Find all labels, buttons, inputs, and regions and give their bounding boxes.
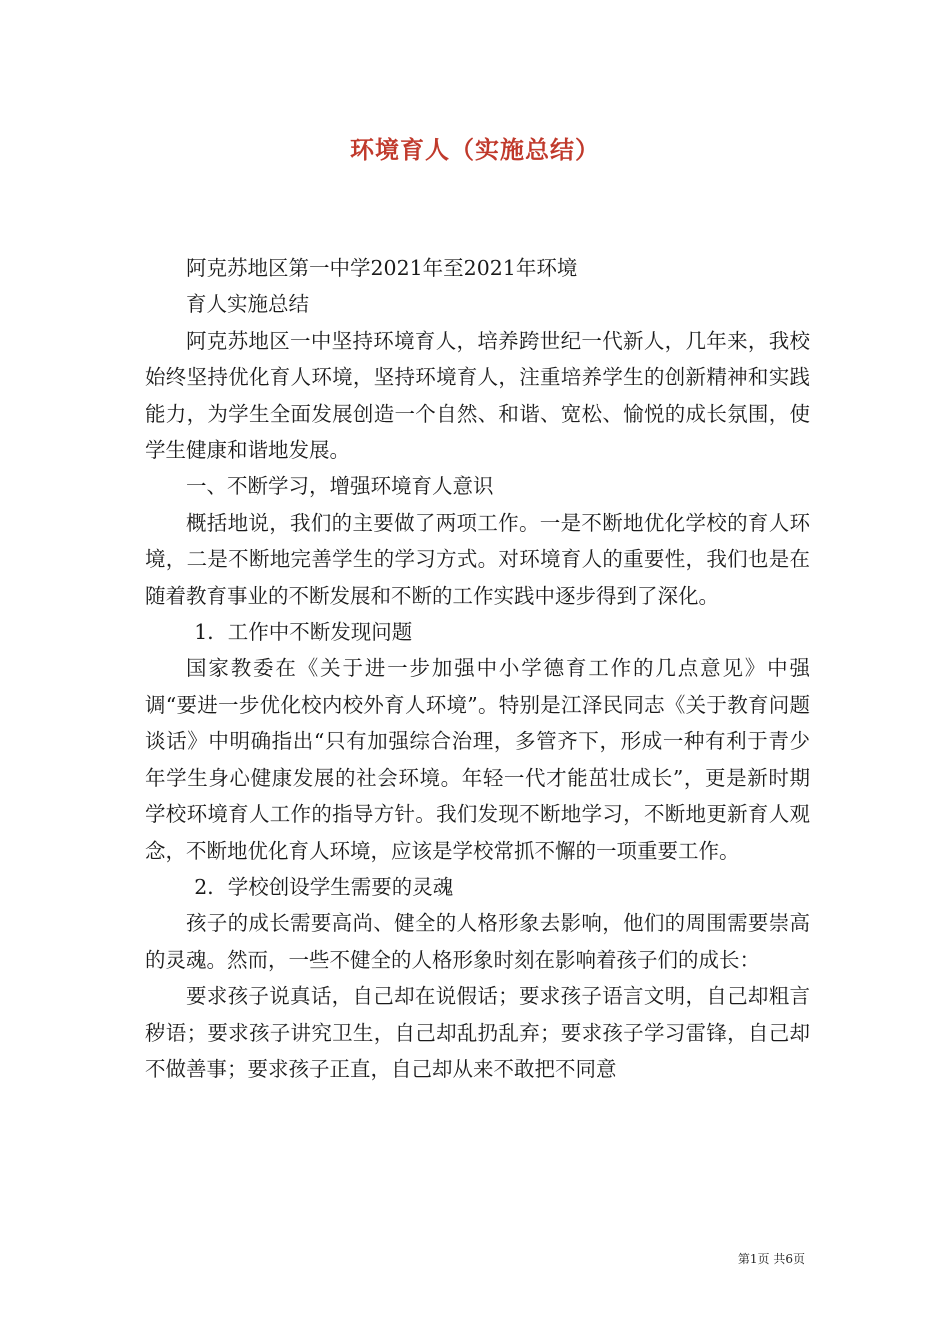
paragraph-intro: 阿克苏地区一中坚持环境育人，培养跨世纪一代新人，几年来，我校始终坚持优化育人环境，坚持环境育人，注重培养学生的创新精神和实践能力，为学生全面发展创造一个自然、和谐、宽松、愉悦的成长氛围，使学生健康和谐地发展。 bbox=[145, 328, 810, 463]
paragraph-section-1: 概括地说，我们的主要做了两项工作。一是不断地优化学校的育人环境，二是不断地完善学生的学习方式。对环境育人的重要性，我们也是在随着教育事业的不断发展和不断的工作实践中逐步得到了深化。 bbox=[145, 510, 810, 608]
page-number: 第1页 共6页 bbox=[737, 1252, 805, 1266]
document-title: 环境育人（实施总结） bbox=[350, 135, 600, 164]
paragraph-heading-line-1: 阿克苏地区第一中学2021年至2021年环境 bbox=[186, 256, 578, 280]
document-body bbox=[145, 250, 810, 1087]
subheading-2: 2．学校创设学生需要的灵魂 bbox=[194, 874, 454, 899]
paragraph-subsection-2: 孩子的成长需要高尚、健全的人格形象去影响，他们的周围需要崇高的灵魂。然而，一些不健全的人格形象时刻在影响着孩子们的成长： bbox=[145, 911, 810, 972]
section-heading-1: 一、不断学习，增强环境育人意识 bbox=[186, 474, 494, 499]
subheading-1: 1．工作中不断发现问题 bbox=[194, 620, 413, 645]
paragraph-subsection-2b: 要求孩子说真话，自己却在说假话；要求孩子语言文明，自己却粗言秽语；要求孩子讲究卫生，自己却乱扔乱弃；要求孩子学习雷锋，自己却不做善事；要求孩子正直，自己却从来不敢把不同意 bbox=[145, 984, 810, 1081]
paragraph-subsection-1: 国家教委在《关于进一步加强中小学德育工作的几点意见》中强调“要进一步优化校内校外育人环境”。特别是江泽民同志《关于教育问题谈话》中明确指出“只有加强综合治理，多管齐下，形成一种有利于青少年学生身心健康发展的社会环境。年轻一代才能茁壮成长”，更是新时期学校环境育人工作的指导方针。我们发现不断地学习，不断地更新育人观念，不断地优化育人环境，应该是学校常抓不懈的一项重要工作。 bbox=[145, 656, 810, 863]
paragraph-heading-line-2: 育人实施总结 bbox=[186, 292, 309, 317]
